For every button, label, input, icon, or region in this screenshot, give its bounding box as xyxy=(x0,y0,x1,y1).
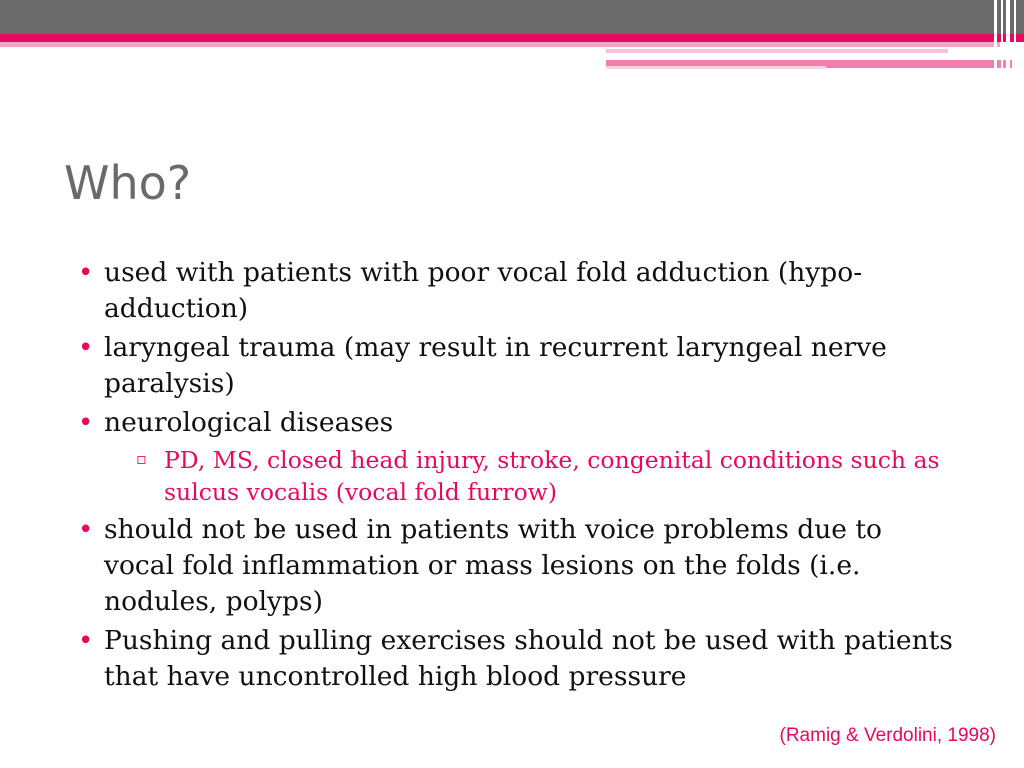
header-vertical-lines xyxy=(990,0,1024,72)
bullet-list xyxy=(78,255,958,698)
citation: (Ramig & Verdolini, 1998) xyxy=(779,725,996,746)
slide-title: Who? xyxy=(64,156,192,210)
bullet-dot-icon: • xyxy=(78,258,94,288)
bullet-dot-icon: • xyxy=(78,515,94,545)
sub-bullet-item xyxy=(136,444,958,508)
bullet-item xyxy=(78,512,958,620)
bullet-item xyxy=(78,330,958,402)
bullet-item xyxy=(78,623,958,695)
square-bullet-icon: ▫ xyxy=(136,449,147,468)
vertical-line xyxy=(1014,0,1016,72)
vertical-line xyxy=(1001,0,1003,72)
vertical-line xyxy=(994,0,997,72)
bullet-dot-icon: • xyxy=(78,333,94,363)
bullet-text: should not be used in patients with voice problems due to vocal fold inflammation or mass lesions on the folds (i.e. nodules, polyps) xyxy=(104,514,882,617)
header-accent-stripe xyxy=(606,49,948,53)
header-accent-stripe xyxy=(606,66,826,69)
bullet-dot-icon: • xyxy=(78,626,94,656)
vertical-line xyxy=(1006,0,1010,72)
bullet-text: neurological diseases xyxy=(104,407,394,438)
bullet-item xyxy=(78,405,958,441)
sub-bullet-text: PD, MS, closed head injury, stroke, congenital conditions such as sulcus vocalis (vocal fold furrow) xyxy=(164,446,940,506)
header-pink-stripe xyxy=(0,34,1024,42)
bullet-item xyxy=(78,255,958,327)
bullet-text: laryngeal trauma (may result in recurrent laryngeal nerve paralysis) xyxy=(104,332,887,399)
header-gray-bar xyxy=(0,0,1024,34)
bullet-dot-icon: • xyxy=(78,408,94,438)
bullet-text: used with patients with poor vocal fold adduction (hypo-adduction) xyxy=(104,257,863,324)
bullet-text: Pushing and pulling exercises should not be used with patients that have uncontrolled high blood pressure xyxy=(104,625,953,692)
